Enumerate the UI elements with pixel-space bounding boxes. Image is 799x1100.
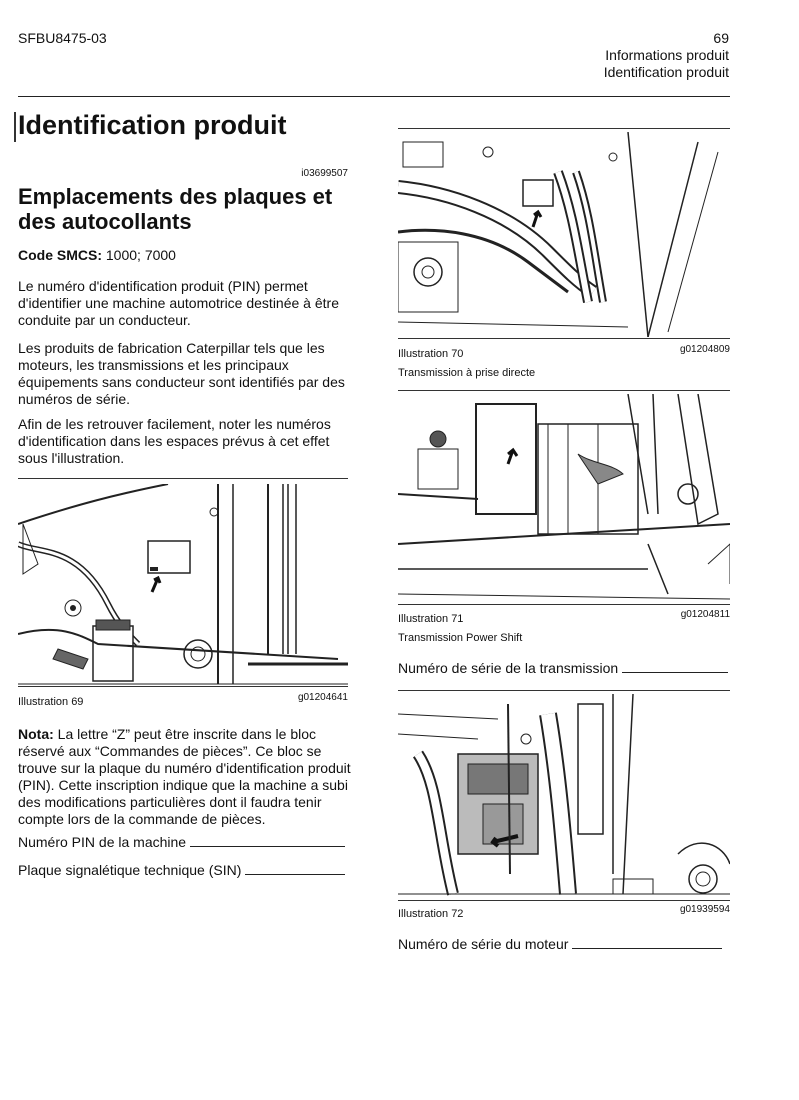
figure-70-bottom-rule — [398, 338, 730, 339]
sin-field-label: Plaque signalétique technique (SIN) — [18, 862, 242, 878]
sin-field — [18, 862, 353, 879]
note-label: Nota: — [18, 726, 54, 742]
paragraph-3: Afin de les retrouver facilement, noter les numéros d'identification dans les espaces prévus à cet effet sous l'illustration. — [18, 416, 331, 466]
pin-field-blank[interactable] — [190, 846, 345, 847]
pin-field — [18, 834, 353, 851]
doc-code: SFBU8475-03 — [18, 30, 107, 46]
illustration-69-image — [18, 484, 348, 686]
header-rule — [18, 96, 730, 97]
illustration-70-image — [398, 132, 730, 337]
smcs-code — [18, 247, 353, 264]
doc-id: i03699507 — [301, 168, 348, 179]
illustration-70-label: Illustration 70 — [398, 348, 464, 360]
figure-72-bottom-rule — [398, 900, 730, 901]
illustration-72-id: g01939594 — [679, 904, 730, 915]
engine-serial-blank[interactable] — [572, 948, 722, 949]
sin-field-blank[interactable] — [245, 874, 345, 875]
header-section: Informations produit — [605, 47, 729, 63]
illustration-71-caption: Transmission Power Shift — [398, 632, 523, 644]
transmission-serial-label: Numéro de série de la transmission — [398, 660, 619, 676]
header-subsection: Identification produit — [603, 64, 729, 80]
illustration-69-label: Illustration 69 — [18, 696, 84, 708]
figure-70-top-rule — [398, 128, 730, 129]
paragraph-2: Les produits de fabrication Caterpillar tels que les moteurs, les transmissions et les principaux équipements sans conducteur sont identifiés par des numéros de série. — [18, 340, 345, 407]
illustration-69-id: g01204641 — [297, 692, 348, 703]
illustration-71-label: Illustration 71 — [398, 613, 464, 625]
pin-field-label: Numéro PIN de la machine — [18, 834, 187, 850]
page-number: 69 — [713, 30, 729, 46]
illustration-70-caption: Transmission à prise directe — [398, 367, 536, 379]
transmission-serial-field — [398, 660, 733, 677]
figure-69-top-rule — [18, 478, 348, 479]
figure-71-top-rule — [398, 390, 730, 391]
figure-71-bottom-rule — [398, 604, 730, 605]
note-text: La lettre “Z” peut être inscrite dans le bloc réservé aux “Commandes de pièces”. Ce bloc se trouve sur la plaque du numéro d'identification produit (PIN). Cette inscription indique que la machine a subi des modifications particulières dont il faudra tenir compte lors de la commande de pièces. — [18, 726, 351, 827]
illustration-72-label: Illustration 72 — [398, 908, 464, 920]
illustration-72-image — [398, 694, 730, 899]
transmission-serial-blank[interactable] — [622, 672, 728, 673]
engine-serial-label: Numéro de série du moteur — [398, 936, 569, 952]
page-title: Identification produit — [18, 110, 287, 140]
section-title: Emplacements des plaques et des autocollants — [18, 184, 333, 234]
illustration-71-image — [398, 394, 730, 602]
paragraph-1: Le numéro d'identification produit (PIN) permet d'identifier une machine automotrice destinée à être conduite par un conducteur. — [18, 278, 339, 328]
figure-72-top-rule — [398, 690, 730, 691]
smcs-value: 1000; 7000 — [105, 247, 176, 263]
page-header-right — [604, 30, 729, 81]
figure-69-bottom-rule — [18, 686, 348, 687]
illustration-71-id: g01204811 — [680, 609, 730, 620]
illustration-70-id: g01204809 — [679, 344, 730, 355]
title-bar — [14, 112, 16, 142]
engine-serial-field — [398, 936, 733, 953]
smcs-label: Code SMCS: — [18, 247, 102, 263]
note-paragraph — [18, 726, 353, 828]
